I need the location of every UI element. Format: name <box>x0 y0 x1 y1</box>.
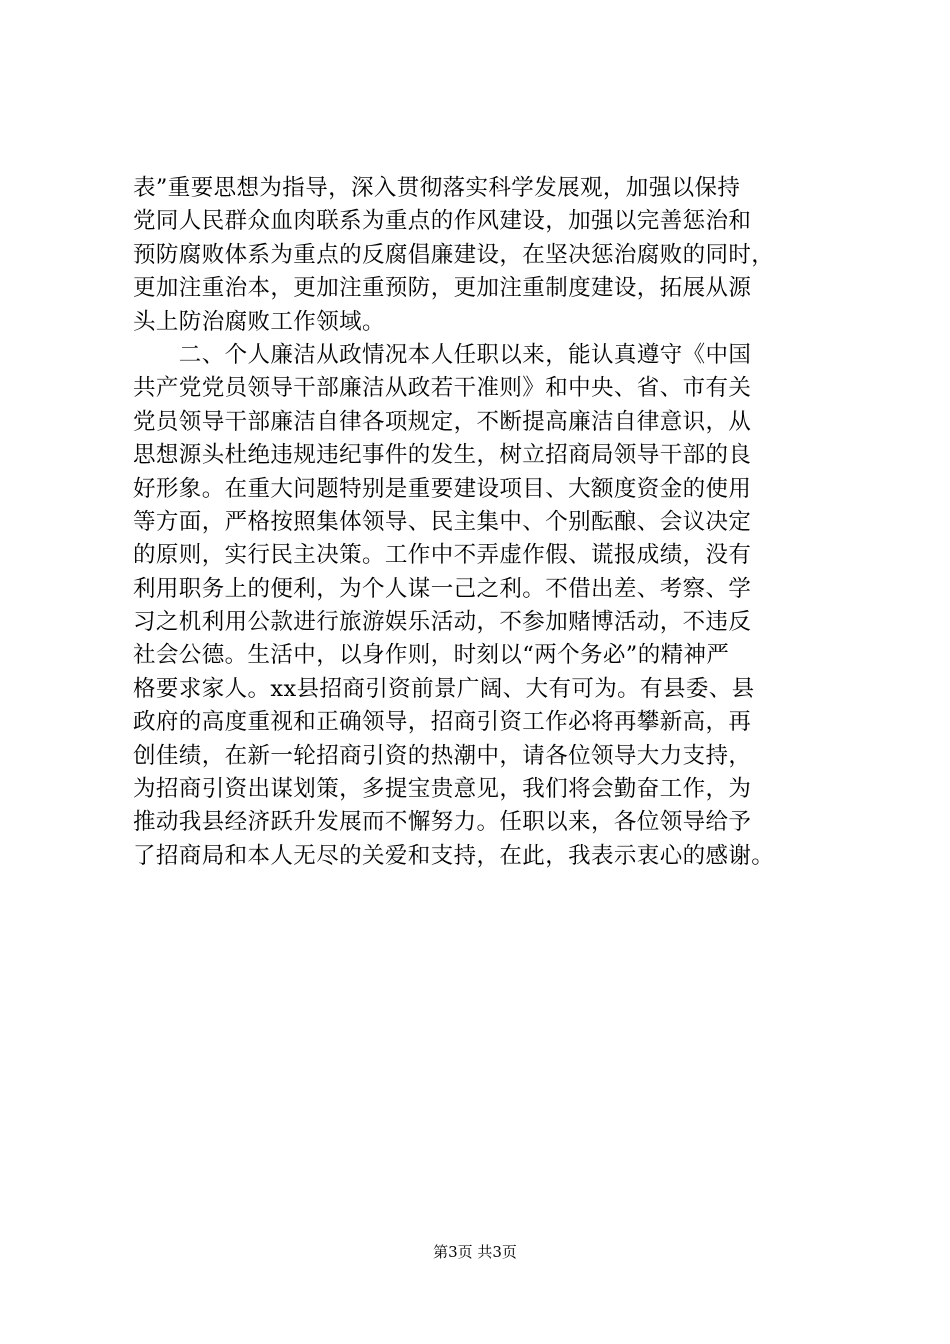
body-text <box>133 172 853 873</box>
text-line: 格要求家人。xx县招商引资前景广阔、大有可为。有县委、县 <box>133 675 755 702</box>
text-line: 的原则，实行民主决策。工作中不弄虚作假、谎报成绩，没有 <box>133 542 752 569</box>
text-line: 政府的高度重视和正确领导，招商引资工作必将再攀新高，再 <box>133 709 752 736</box>
text-line: 推动我县经济跃升发展而不懈努力。任职以来，各位领导给予 <box>133 809 752 836</box>
text-line: 利用职务上的便利，为个人谋一己之利。不借出差、考察、学 <box>133 575 752 602</box>
text-line: 习之机利用公款进行旅游娱乐活动，不参加赌博活动，不违反 <box>133 609 752 636</box>
text-line: 表”重要思想为指导，深入贯彻落实科学发展观，加强以保持 <box>133 175 741 201</box>
text-line: 创佳绩，在新一轮招商引资的热潮中，请各位领导大力支持， <box>133 742 752 769</box>
text-line: 预防腐败体系为重点的反腐倡廉建设，在坚决惩治腐败的同时， <box>133 241 775 268</box>
text-line: 社会公德。生活中，以身作则，时刻以“两个务必”的精神严 <box>133 642 730 669</box>
text-line: 头上防治腐败工作领域。 <box>133 308 385 335</box>
text-line: 二、个人廉洁从政情况本人任职以来，能认真遵守《中国 <box>133 341 752 368</box>
text-line: 党员领导干部廉洁自律各项规定，不断提高廉洁自律意识，从 <box>133 408 752 435</box>
text-line: 等方面，严格按照集体领导、民主集中、个别酝酿、会议决定 <box>133 508 752 535</box>
page-number-footer: 第3页 共3页 <box>433 1243 517 1261</box>
text-line: 思想源头杜绝违规违纪事件的发生，树立招商局领导干部的良 <box>133 442 752 469</box>
text-line: 党同人民群众血肉联系为重点的作风建设，加强以完善惩治和 <box>133 208 752 235</box>
text-line: 更加注重治本，更加注重预防，更加注重制度建设，拓展从源 <box>133 275 752 302</box>
text-line: 了招商局和本人无尽的关爱和支持，在此，我表示衷心的感谢。 <box>133 842 775 869</box>
text-line: 为招商引资出谋划策，多提宝贵意见，我们将会勤奋工作，为 <box>133 776 752 803</box>
text-line: 共产党党员领导干部廉洁从政若干准则》和中央、省、市有关 <box>133 375 752 402</box>
text-line: 好形象。在重大问题特别是重要建设项目、大额度资金的使用 <box>133 475 752 502</box>
